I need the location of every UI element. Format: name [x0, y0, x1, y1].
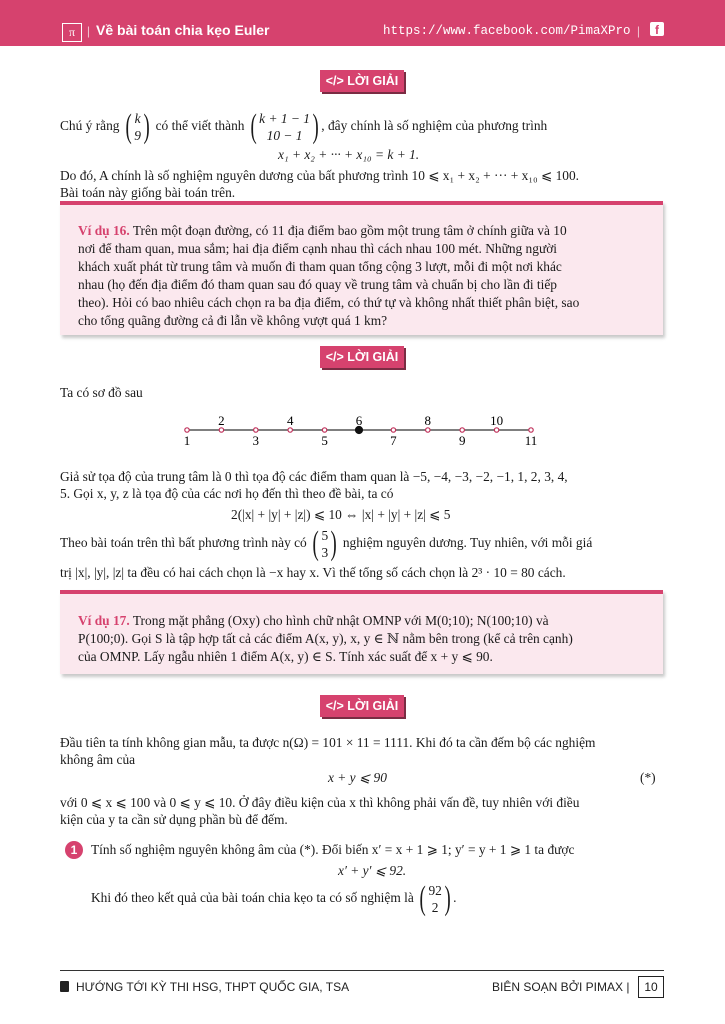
point-label: 2 — [218, 413, 225, 428]
facebook-icon[interactable]: f — [650, 22, 664, 36]
location-point — [426, 428, 430, 432]
binom-top: k + 1 − 1 — [259, 111, 310, 126]
location-point — [391, 428, 395, 432]
example-box — [60, 201, 663, 335]
paragraph-line: trị |x|, |y|, |z| ta đều có hai cách chọn là −x hay x. Vì thế tổng số cách chọn là 2³ · 10 = 80 cách. — [60, 565, 566, 580]
example-line: theo). Hỏi có bao nhiêu cách chọn ra ba địa điểm, có thứ tự và không nhất thiết phân biệt, sao — [78, 295, 580, 310]
equation: 2(|x| + |y| + |z|) ⩽ 10 ⇔ |x| + |y| + |z| ⩽ 5 — [231, 507, 451, 522]
example-label: Ví dụ 17. — [78, 613, 130, 628]
point-label: 4 — [286, 413, 294, 428]
number-line-diagram — [175, 408, 545, 450]
solution-label: LỜI GIẢI — [347, 699, 399, 713]
text: Khi đó theo kết quả của bài toán chia kẹo ta có số nghiệm là — [91, 890, 414, 906]
code-icon: </> — [325, 74, 344, 88]
equation: x₁ + x₂ + ··· + x₁₀ = k + 1. — [278, 147, 420, 162]
example-text: Trong mặt phẳng (Oxy) cho hình chữ nhật OMNP với M(0;10); N(100;10) và — [132, 613, 549, 628]
example-line — [78, 222, 567, 239]
example-line: cho tổng quãng đường cả đi lẫn về không vượt quá 1 km? — [78, 313, 388, 328]
code-icon: </> — [325, 350, 344, 364]
footer-rule — [60, 970, 664, 971]
solution-badge — [320, 70, 404, 92]
solution-badge — [320, 695, 404, 717]
equation: x + y ⩽ 90 — [328, 770, 387, 785]
point-label: 10 — [490, 413, 504, 428]
paragraph-line: Giả sử tọa độ của trung tâm là 0 thì tọa độ các điểm tham quan là −5, −4, −3, −2, −1, 1, 2, 3, 4, — [60, 469, 568, 484]
binom-bottom: 2 — [431, 900, 439, 915]
example-box — [60, 590, 663, 674]
header-title: Về bài toán chia kẹo Euler — [96, 22, 270, 38]
footer-right-text: BIÊN SOẠN BỞI PIMAX | — [492, 980, 630, 994]
text: . — [453, 890, 457, 906]
location-point — [322, 428, 326, 432]
paragraph-line: Bài toán này giống bài toán trên. — [60, 185, 236, 200]
book-icon — [60, 981, 69, 992]
header-url-link[interactable]: https://www.facebook.com/PimaXPro — [383, 24, 631, 38]
binom-top: k — [134, 111, 141, 126]
binomial: ( 5 3) — [312, 525, 337, 562]
binom-bottom: 10 − 1 — [266, 128, 303, 143]
paragraph-line — [60, 110, 664, 144]
binom-bottom: 9 — [134, 128, 141, 143]
example-line: nhau (họ đến địa điểm đó tham quan sau đó quay về trung tâm và chuẩn bị cho lần đi tiếp — [78, 277, 557, 292]
binomial: ( k 9) — [125, 108, 150, 145]
text: có thể viết thành — [155, 118, 245, 134]
binom-top: 92 — [428, 883, 442, 898]
binomial: ( k + 1 − 1 10 − 1 ) — [250, 108, 319, 145]
binomial: ( 92 2 ) — [419, 880, 451, 917]
point-label: 6 — [355, 413, 363, 428]
point-label: 3 — [252, 433, 260, 448]
page-header — [0, 0, 725, 46]
paragraph-line: không âm của — [60, 752, 136, 767]
code-icon: </> — [325, 699, 344, 713]
location-point — [494, 428, 498, 432]
text: Theo bài toán trên thì bất phương trình này có — [60, 535, 307, 551]
point-label: 8 — [424, 413, 432, 428]
list-number-badge: 1 — [65, 841, 83, 859]
text: Chú ý rằng — [60, 118, 120, 134]
list-item-line — [91, 882, 661, 916]
solution-badge — [320, 346, 404, 368]
point-label: 9 — [458, 433, 466, 448]
binom-bottom: 3 — [321, 545, 329, 560]
point-label: 5 — [321, 433, 328, 448]
point-label: 11 — [524, 433, 538, 448]
equation: x′ + y′ ⩽ 92. — [338, 863, 407, 878]
binom-top: 5 — [321, 528, 329, 543]
location-point — [185, 428, 189, 432]
header-url-separator: | — [637, 23, 640, 38]
point-label: 7 — [390, 433, 397, 448]
paragraph-line: Đầu tiên ta tính không gian mẫu, ta được n(Ω) = 101 × 11 = 1111. Khi đó ta cần đếm bộ các nghiệm — [60, 735, 596, 750]
example-line — [78, 612, 549, 629]
example-text: Trên một đoạn đường, có 11 địa điểm bao gồm một trung tâm ở chính giữa và 10 — [132, 223, 567, 238]
solution-label: LỜI GIẢI — [347, 350, 399, 364]
example-line: khách xuất phát từ trung tâm và muốn đi tham quan tổng cộng 3 lượt, mỗi đi một nơi khác — [78, 259, 562, 274]
location-point — [254, 428, 258, 432]
paragraph-line: Ta có sơ đồ sau — [60, 385, 143, 400]
page-number: 10 — [638, 976, 664, 998]
location-point — [288, 428, 292, 432]
example-label: Ví dụ 16. — [78, 223, 130, 238]
solution-label: LỜI GIẢI — [347, 74, 399, 88]
example-line: nơi để tham quan, mua sắm; hai địa điểm cạnh nhau thì cách nhau 100 mét. Những người — [78, 241, 558, 256]
point-label: 1 — [183, 433, 191, 448]
paragraph-line: kiện của y ta cần sử dụng phần bù để đếm. — [60, 812, 288, 827]
text: nghiệm nguyên dương. Tuy nhiên, với mỗi giá — [342, 535, 593, 551]
paragraph-line: Do đó, A chính là số nghiệm nguyên dương của bất phương trình 10 ⩽ x₁ + x₂ + ··· + x₁₀ ⩽ 100. — [60, 168, 580, 183]
pi-logo: π — [62, 23, 82, 42]
paragraph-line — [60, 527, 664, 561]
header-separator: | — [87, 23, 90, 38]
location-point — [460, 428, 464, 432]
text: , đây chính là số nghiệm của phương trình — [321, 118, 548, 134]
location-point — [529, 428, 533, 432]
location-point — [219, 428, 223, 432]
equation-tag: (*) — [640, 770, 656, 785]
example-line: của OMNP. Lấy ngẫu nhiên 1 điểm A(x, y) ∈ S. Tính xác suất để x + y ⩽ 90. — [78, 649, 493, 664]
footer-left-text: HƯỚNG TỚI KỲ THI HSG, THPT QUỐC GIA, TSA — [76, 980, 350, 994]
paragraph-line: 5. Gọi x, y, z là tọa độ của các nơi họ đến thì theo đề bài, ta có — [60, 486, 394, 501]
example-line: P(100;0). Gọi S là tập hợp tất cả các điểm A(x, y), x, y ∈ ℕ nằm bên trong (kể cả trên cạnh) — [78, 631, 573, 646]
paragraph-line: với 0 ⩽ x ⩽ 100 và 0 ⩽ y ⩽ 10. Ở đây điều kiện của x thì không phải vấn đề, tuy nhiên với điều — [60, 795, 580, 810]
list-item-line: Tính số nghiệm nguyên không âm của (*). Đổi biến x′ = x + 1 ⩾ 1; y′ = y + 1 ⩾ 1 ta được — [91, 842, 575, 857]
